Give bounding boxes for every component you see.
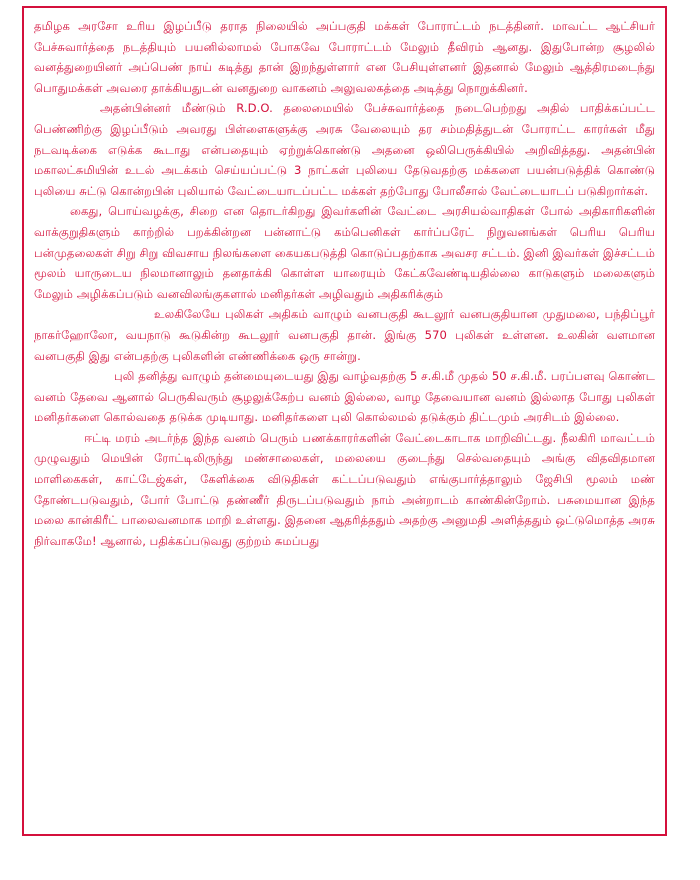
paragraph-6: ஈட்டி மரம் அடர்ந்த இந்த வனம் பெரும் பணக்காரர்களின் வேட்டைகாடாக மாறிவிட்டது. நீலகிரி மாவட்டம் முழுவதும் மெயின் ரோட்டிலிருந்து மண்சாலைகள், மலையை குடைந்து செல்வதையும் அங்கு விதவிதமான மாளிகைகள், காட்டேஜ்கள், கேளிக்கை விடுதிகள் கட்டப்படுவதும் எங்குபார்த்தாலும் ஜேசிபி மூலம் மண் தோண்டபடுவதும், போர் போட்டு தண்ணீர் திருடப்படுவதும் நாம் அன்றாடம் காண்கின்றோம். பசுமையான இந்த மலை கான்கிரீட் பாலைவனமாக மாறி உள்ளது. இதனை ஆதரித்ததும் அதற்கு அனுமதி அளித்ததும் ஒட்டுமொத்த அரசு நிர்வாகமே! ஆனால், பதிக்கப்படுவது குற்றம் சுமப்பது — [34, 430, 655, 548]
paragraph-2: அதன்பின்னர் மீண்டும் R.D.O. தலைமையில் பேச்சுவார்த்தை நடைபெற்றது அதில் பாதிக்கப்பட்ட பெண்ணிற்கு இழப்பீடும் அவரது பிள்ளைகளுக்கு அரசு வேலையும் தர சம்மதித்துடன் போராட்ட காரர்கள் மீது நடவடிக்கை எடுக்க கூடாது என்பதையும் ஏற்றுக்கொண்டு அதனை ஒலிபெருக்கியில் அறிவித்தது. அதன்பின் மகாலட்சுமியின் உடல் அடக்கம் செய்யப்பட்டு 3 நாட்கள் புலியை தேடுவதற்கு மக்களை பயன்படுத்திக் கொண்டு புலியை சுட்டு கொன்றபின் புலியால் வேட்டையாடப்பட்ட மக்கள் தற்போது போலீசால் வேட்டையாடப் படுகிறார்கள். — [34, 101, 655, 198]
paragraph-3: கைது, பொய்வழக்கு, சிறை என தொடர்கிறது இவர்களின் வேட்டை அரசியல்வாதிகள் போல் அதிகாரிகளின் வாக்குறுதிகளும் காற்றில் பறக்கின்றன பன்னாட்டு கம்பெனிகள் கார்ப்பரேட் நிறுவனங்கள் பெரிய பெரிய பன்முதலைகள் சிறு சிறு விவசாய நிலங்களை கையகபடுத்தி கொடுப்பதற்காக அவசர சட்டம். இனி இவர்கள் இச்சட்டம் மூலம் யாருடைய நிலமானாலும் தனதாக்கி கொள்ள யாரையும் கேட்கவேண்டியதில்லை காடுகளும் மலைகளும் மேலும் அழிக்கப்படும் வனவிலங்குகளால் மனிதர்கள் அழிவதும் அதிகரிக்கும் — [34, 204, 656, 301]
paragraph-5: புலி தனித்து வாழும் தன்மையுடையது இது வாழ்வதற்கு 5 ச.கி.மீ முதல் 50 ச.கி.மீ. பரப்பளவு கொண்ட வனம் தேவை ஆனால் பெருகிவரும் சூழலுக்கேற்ப வனம் இல்லை, வாழ தேவையான வனம் இல்லாத போது புலிகள் மனிதர்களை கொல்வதை தடுக்க முடியாது. மனிதர்களை புலி கொல்லமல் தடுக்கும் திட்டமும் அரசிடம் இல்லை. — [34, 369, 655, 425]
page-frame — [22, 6, 667, 836]
paragraph-1: தமிழக அரசோ உரிய இழப்பீடு தராத நிலையில் அப்பகுதி மக்கள் போராட்டம் நடத்தினர். மாவட்ட ஆட்சியர் பேச்சுவார்த்தை நடத்தியும் பயனில்லாமல் போகவே போராட்டம் மேலும் தீவிரம் ஆனது. இதுபோன்ற சூழலில் வனத்துறையினர் அப்பெண் நாய் கடித்து தான் இறந்துள்ளார் என பேசியுள்ளனர் இதனால் மேலும் ஆத்திரமடைந்து பொதுமக்கள் அவரை தாக்கியதுடன் வனதுறை வாகனம் அலுவலகத்தை அடித்து நொறுக்கினர். — [34, 19, 655, 95]
paragraph-4: உலகிலேயே புலிகள் அதிகம் வாழும் வனபகுதி கூடலூர் வனபகுதியான முதுமலை, பந்திப்பூர் நாகர்ஹோலோ, வயநாடு கூடுகின்ற கூடலூர் வனபகுதி தான். இங்கு 570 புலிகள் உள்ளன. உலகின் வளமான வனபகுதி இது என்பதற்கு புலிகளின் எண்ணிக்கை ஒரு சான்று. — [34, 307, 655, 363]
article-body — [34, 16, 655, 551]
